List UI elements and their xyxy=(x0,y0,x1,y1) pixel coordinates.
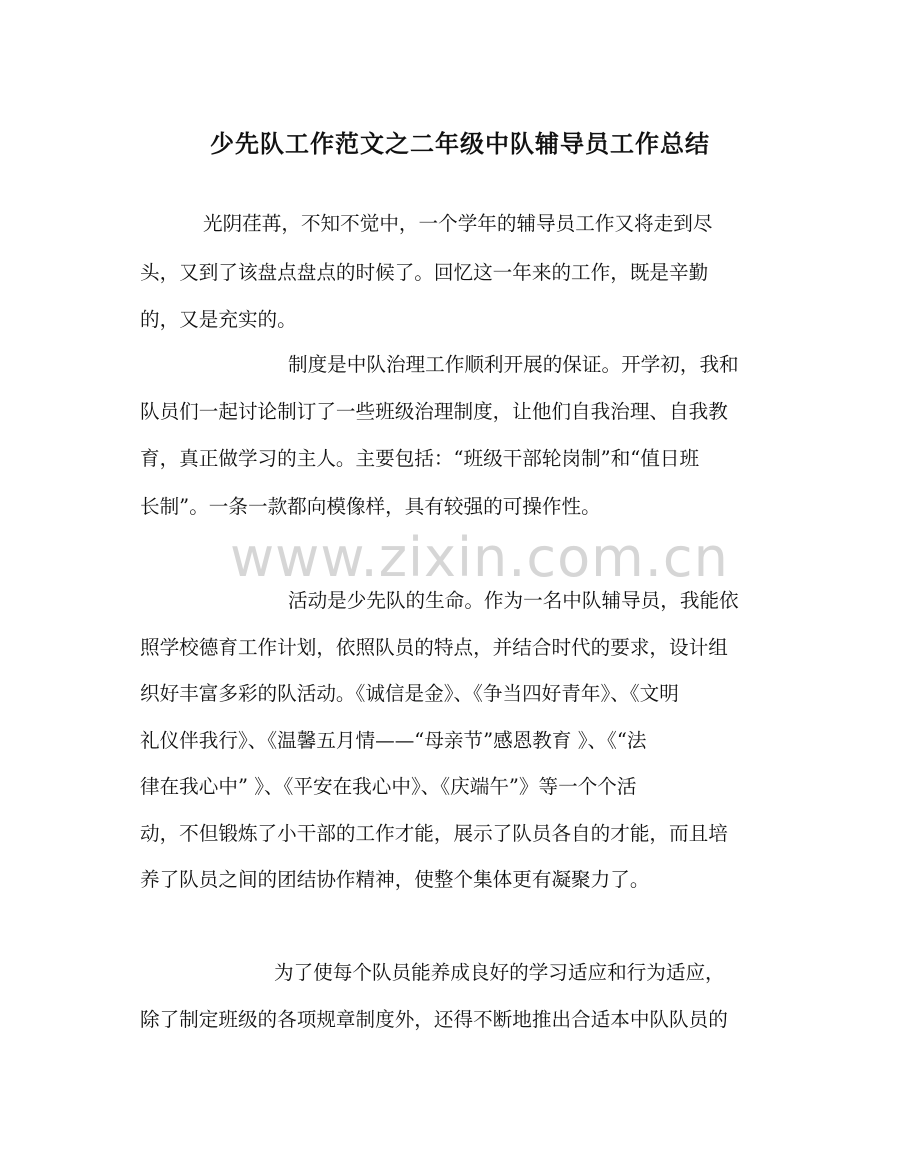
watermark-text: www.zixin.com.cn xyxy=(230,526,729,589)
paragraph-3-line-2: 照学校德育工作计划，依照队员的特点，并结合时代的要求，设计组 xyxy=(140,636,728,659)
paragraph-3-line-3: 织好丰富多彩的队活动。《诚信是金》、《争当四好青年》、《文明 xyxy=(140,682,679,705)
paragraph-2-line-4: 长制”。一条一款都向模像样，具有较强的可操作性。 xyxy=(140,495,601,518)
document-title: 少先队工作范文之二年级中队辅导员工作总结 xyxy=(210,129,710,158)
paragraph-3-line-7: 养了队员之间的团结协作精神，使整个集体更有凝聚力了。 xyxy=(140,868,650,891)
paragraph-4-line-1: 为了使每个队员能养成良好的学习适应和行为适应， xyxy=(274,961,725,984)
paragraph-3-line-4: 礼仪伴我行》、《温馨五月情——“母亲节”感恩教育 》、《“法 xyxy=(140,729,647,752)
paragraph-2-line-2: 队员们一起讨论制订了一些班级治理制度，让他们自我治理、自我教 xyxy=(140,400,728,423)
paragraph-4-line-2: 除了制定班级的各项规章制度外，还得不断地推出合适本中队队员的 xyxy=(140,1008,728,1031)
paragraph-2-line-1: 制度是中队治理工作顺利开展的保证。开学初，我和 xyxy=(288,353,739,376)
paragraph-3-line-5: 律在我心中” 》、《平安在我心中》、《庆端午”》等一个个活 xyxy=(140,775,637,798)
paragraph-1-line-2: 头，又到了该盘点盘点的时候了。回忆这一年来的工作，既是辛勤 xyxy=(140,261,709,284)
paragraph-3-line-1: 活动是少先队的生命。作为一名中队辅导员，我能依 xyxy=(288,589,739,612)
paragraph-3-line-6: 动，不但锻炼了小干部的工作才能，展示了队员各自的才能，而且培 xyxy=(140,822,728,845)
paragraph-2-line-3: 育，真正做学习的主人。主要包括：“班级干部轮岗制”和“值日班 xyxy=(140,447,700,470)
paragraph-1-line-1: 光阴荏苒，不知不觉中，一个学年的辅导员工作又将走到尽 xyxy=(203,212,713,235)
paragraph-1-line-3: 的，又是充实的。 xyxy=(140,308,297,331)
